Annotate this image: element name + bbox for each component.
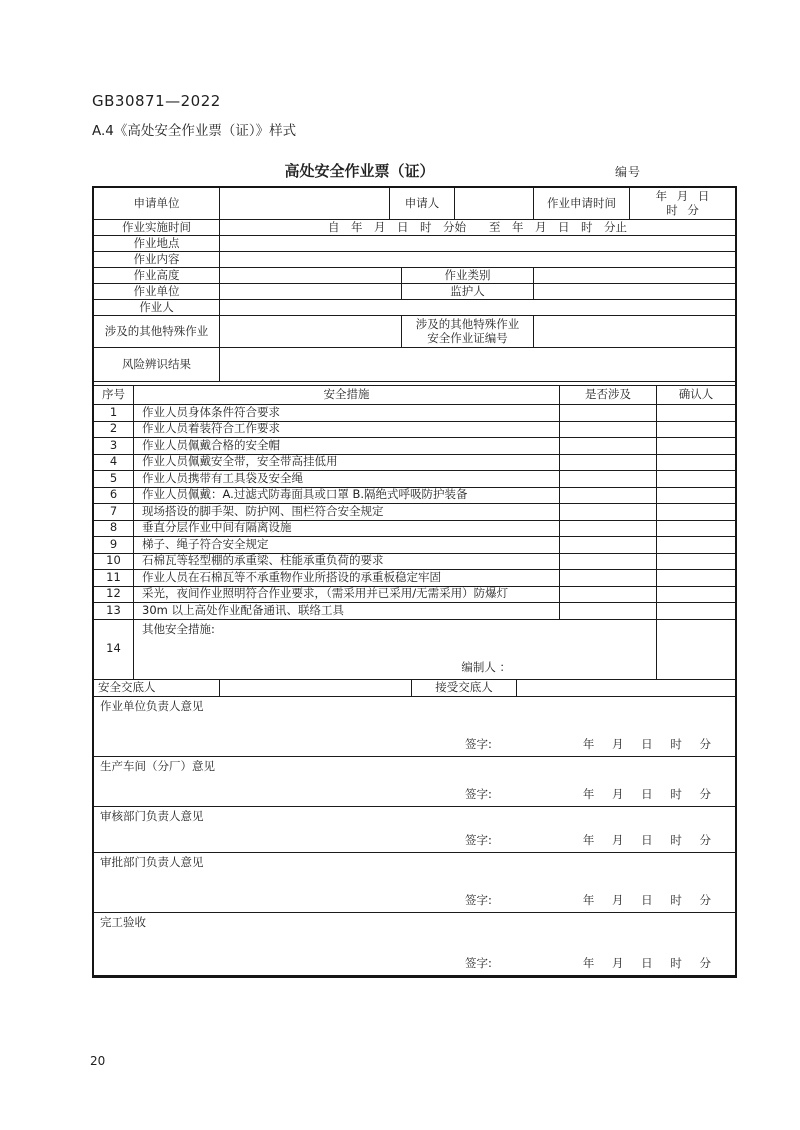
involved-cell <box>560 471 657 487</box>
involved-cell <box>560 603 657 619</box>
col-header-involved: 是否涉及 <box>560 386 657 404</box>
sign-label: 签字: <box>465 956 492 971</box>
measure-row <box>94 521 735 538</box>
work-time-cell: 自 年 月 日 时 分始 至 年 月 日 时 分止 <box>328 220 627 234</box>
category-cell <box>534 268 735 283</box>
table-row <box>94 252 735 268</box>
other-special-cert-cell <box>534 316 735 347</box>
sign-label: 签字: <box>465 736 492 751</box>
opinion-section <box>94 807 735 853</box>
table-row <box>94 284 735 300</box>
measure-no: 2 <box>94 422 134 438</box>
table-row <box>94 236 735 252</box>
confirmer-cell <box>657 405 735 421</box>
field-label-height: 作业高度 <box>94 268 220 283</box>
confirmer-cell <box>657 471 735 487</box>
measure-text: 作业人员着装符合工作要求 <box>134 422 560 438</box>
involved-cell <box>560 521 657 537</box>
other-special-cert-line1: 涉及的其他特殊作业 <box>415 316 520 331</box>
section-heading: A.4《高处安全作业票（证）》样式 <box>92 123 297 139</box>
confirmer-cell <box>657 537 735 553</box>
measure-row <box>94 438 735 455</box>
opinion-cell <box>94 913 735 976</box>
col-header-confirmer: 确认人 <box>678 387 714 402</box>
other-measures-row <box>94 620 735 680</box>
measure-text: 采光，夜间作业照明符合作业要求，（需采用并已采用/无需采用）防爆灯 <box>134 587 560 603</box>
measure-no: 11 <box>94 570 134 586</box>
measure-row <box>94 554 735 571</box>
apply-time-date-placeholder: 年 月 日 <box>655 188 710 203</box>
workers-cell <box>220 300 735 315</box>
table-row <box>94 220 735 236</box>
briefing-receive-cell <box>517 680 735 696</box>
measure-row <box>94 603 735 620</box>
measure-no: 9 <box>94 537 134 553</box>
briefing-row <box>94 680 735 697</box>
field-label-content: 作业内容 <box>94 252 220 267</box>
preparer-label: 编制人 ： <box>461 659 511 674</box>
other-measures-cell <box>134 620 657 679</box>
briefing-give-cell <box>220 680 412 696</box>
measure-no: 5 <box>94 471 134 487</box>
field-label-category: 作业类别 <box>402 268 534 283</box>
involved-cell <box>560 504 657 520</box>
opinion-title: 作业单位负责人意见 <box>100 698 204 713</box>
measure-text: 作业人员佩戴：A.过滤式防毒面具或口罩 B.隔绝式呼吸防护装备 <box>134 488 560 504</box>
involved-cell <box>560 438 657 454</box>
measure-text: 作业人员佩戴合格的安全帽 <box>134 438 560 454</box>
measure-no: 3 <box>94 438 134 454</box>
table-row <box>94 316 735 348</box>
measure-row <box>94 455 735 472</box>
measure-no: 1 <box>94 405 134 421</box>
opinion-section <box>94 757 735 807</box>
applicant-cell <box>455 188 534 219</box>
measure-row <box>94 570 735 587</box>
involved-cell <box>560 587 657 603</box>
opinion-title: 审核部门负责人意见 <box>100 808 204 823</box>
measure-row <box>94 504 735 521</box>
measure-no: 4 <box>94 455 134 471</box>
unit-cell <box>220 284 402 299</box>
confirmer-cell <box>657 620 735 679</box>
opinion-cell <box>94 757 735 806</box>
page-number: 20 <box>90 1054 106 1068</box>
field-label-workers: 作业人 <box>94 300 220 315</box>
opinion-cell <box>94 697 735 756</box>
other-special-cert-line2: 安全作业证编号 <box>427 330 508 345</box>
apply-time-cell <box>630 188 735 219</box>
sign-label: 签字: <box>465 786 492 801</box>
confirmer-cell <box>657 422 735 438</box>
location-cell <box>220 236 735 251</box>
field-label-work-time: 作业实施时间 <box>94 220 220 235</box>
other-measures-label: 其他安全措施: <box>142 621 215 636</box>
field-label-applicant: 申请人 <box>390 188 455 219</box>
field-label-applicant-unit: 申请单位 <box>94 188 220 219</box>
table-row <box>94 300 735 316</box>
opinion-title: 审批部门负责人意见 <box>100 854 204 869</box>
briefing-receive-label: 接受交底人 <box>412 680 517 696</box>
measure-row <box>94 537 735 554</box>
measure-text: 现场搭设的脚手架、防护网、围栏符合安全规定 <box>134 504 560 520</box>
confirmer-cell <box>657 554 735 570</box>
opinion-title: 完工验收 <box>100 914 146 929</box>
field-label-guardian: 监护人 <box>402 284 534 299</box>
measure-no: 10 <box>94 554 134 570</box>
opinion-title: 生产车间（分厂）意见 <box>100 758 215 773</box>
measure-no: 8 <box>94 521 134 537</box>
measure-text: 垂直分层作业中间有隔离设施 <box>134 521 560 537</box>
measure-text: 作业人员在石棉瓦等不承重物作业所搭设的承重板稳定牢固 <box>134 570 560 586</box>
involved-cell <box>560 537 657 553</box>
table-row <box>94 188 735 220</box>
field-label-risk-result: 风险辨识结果 <box>94 348 220 381</box>
risk-result-cell <box>220 348 735 381</box>
standard-number: GB30871—2022 <box>92 92 221 110</box>
measure-text: 梯子、绳子符合安全规定 <box>134 537 560 553</box>
form-title-row <box>92 158 737 184</box>
measure-no: 13 <box>94 603 134 619</box>
measure-text: 石棉瓦等轻型棚的承重梁、柱能承重负荷的要求 <box>134 554 560 570</box>
measure-no: 12 <box>94 587 134 603</box>
measure-row <box>94 587 735 604</box>
confirmer-cell <box>657 570 735 586</box>
measure-no: 6 <box>94 488 134 504</box>
involved-cell <box>560 422 657 438</box>
involved-cell <box>560 554 657 570</box>
field-label-other-special-cert <box>402 316 534 347</box>
guardian-cell <box>534 284 735 299</box>
measure-no: 7 <box>94 504 134 520</box>
sign-date-placeholder: 年 月 日 时 分 <box>582 956 711 971</box>
measure-text: 30m 以上高处作业配备通讯、联络工具 <box>134 603 560 619</box>
content-cell <box>220 252 735 267</box>
confirmer-cell <box>657 438 735 454</box>
height-cell <box>220 268 402 283</box>
involved-cell <box>560 488 657 504</box>
applicant-unit-cell <box>220 188 390 219</box>
involved-cell <box>560 405 657 421</box>
field-label-location: 作业地点 <box>94 236 220 251</box>
form-number-label: 编号 <box>615 165 642 179</box>
completion-acceptance-section <box>94 913 735 976</box>
measure-text: 作业人员身体条件符合要求 <box>134 405 560 421</box>
sign-date-placeholder: 年 月 日 时 分 <box>582 892 711 907</box>
opinion-cell <box>94 853 735 912</box>
col-header-no: 序号 <box>94 386 134 404</box>
sign-label: 签字: <box>465 832 492 847</box>
measure-row <box>94 422 735 439</box>
field-label-other-special: 涉及的其他特殊作业 <box>94 316 220 347</box>
field-label-apply-time: 作业申请时间 <box>534 188 630 219</box>
involved-cell <box>560 455 657 471</box>
col-header-measure: 安全措施 <box>134 386 560 404</box>
measure-no: 14 <box>94 620 134 679</box>
other-special-cell <box>220 316 402 347</box>
measures-header-row <box>94 386 735 405</box>
measure-row <box>94 488 735 505</box>
measure-text: 作业人员携带有工具袋及安全绳 <box>134 471 560 487</box>
measure-row <box>94 471 735 488</box>
sign-label: 签字: <box>465 892 492 907</box>
confirmer-cell <box>657 488 735 504</box>
confirmer-cell <box>657 504 735 520</box>
briefing-give-label: 安全交底人 <box>94 680 220 696</box>
table-row <box>94 348 735 382</box>
confirmer-cell <box>657 455 735 471</box>
work-permit-table <box>92 186 737 978</box>
opinion-section <box>94 853 735 913</box>
confirmer-cell <box>657 587 735 603</box>
confirmer-cell <box>657 521 735 537</box>
sign-date-placeholder: 年 月 日 时 分 <box>582 832 711 847</box>
sign-date-placeholder: 年 月 日 时 分 <box>582 786 711 801</box>
confirmer-cell <box>657 603 735 619</box>
sign-date-placeholder: 年 月 日 时 分 <box>582 736 711 751</box>
measure-text: 作业人员佩戴安全带，安全带高挂低用 <box>134 455 560 471</box>
opinion-cell <box>94 807 735 852</box>
form-title: 高处安全作业票（证） <box>284 162 435 180</box>
table-row <box>94 268 735 284</box>
measure-row <box>94 405 735 422</box>
apply-time-hm-placeholder: 时 分 <box>666 202 699 217</box>
involved-cell <box>560 570 657 586</box>
field-label-unit: 作业单位 <box>94 284 220 299</box>
opinion-section <box>94 697 735 757</box>
